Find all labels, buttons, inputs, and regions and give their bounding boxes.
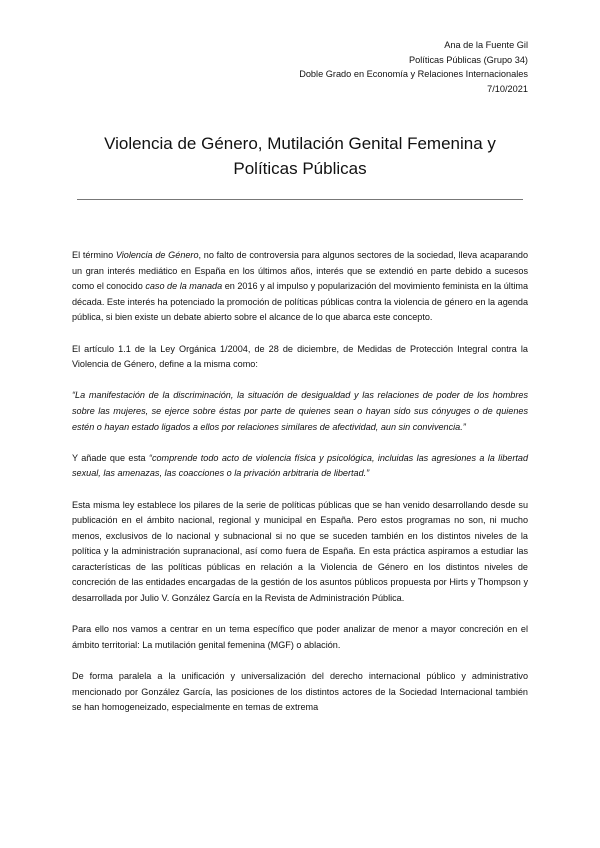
paragraph-text: Y añade que esta (72, 452, 149, 463)
paragraph-intro (72, 248, 528, 326)
title-line-1: Violencia de Género, Mutilación Genital Femenina y (104, 134, 496, 153)
title-divider (77, 199, 523, 200)
paragraph-focus-topic: Para ello nos vamos a centrar en un tema específico que poder analizar de menor a mayor concreción en el ámbito territorial: La mutilación genital femenina (MGF) o ablación. (72, 624, 528, 650)
degree-name: Doble Grado en Economía y Relaciones Internacionales (299, 69, 528, 80)
paragraph-policy-levels: Esta misma ley establece los pilares de la serie de políticas públicas que se han venido desarrollando desde su publicación en el ámbito nacional, regional y municipal en España. Pero estos programas no son, ni mucho menos, exclusivos de lo nacional y subnacional si no que se suceden también en los distintos niveles de la política y la administración supranacional, así como fuera de España. En esta práctica aspiramos a estudiar las características de las políticas públicas en relación a la Violencia de Género en los distintos niveles de concreción de las entidades encargadas de la gestión de los asuntos públicos propuesta por Hirts y Thompson y desarrollada por Julio V. González García en la Revista de Administración Pública. (72, 499, 528, 604)
paragraph-text: en 2016 y al impulso y popularización del movimiento feminista en la última década. Este interés ha potenciado la promoción de políticas públicas contra la violencia de género en la agenda pública, si bien existe un debate abierto sobre el alcance de lo que abarca este concepto. (72, 281, 529, 323)
document-body (72, 248, 528, 731)
course-name: Políticas Públicas (Grupo 34) (409, 54, 528, 65)
paragraph-law-quote: “La manifestación de la discriminación, la situación de desigualdad y las relaciones de poder de los hombres sobre las mujeres, se ejerce sobre éstas por parte de quienes sean o hayan sido sus cónyuges o de quienes estén o hayan estado ligados a ellos por relaciones similares de afectividad, aun sin convivencia.” (72, 390, 528, 432)
document-header (299, 38, 528, 96)
paragraph-text: El término (72, 250, 116, 260)
quote-text: “comprende todo acto de violencia física y psicológica, incluidas las agresiones a la libertad sexual, las amenazas, las coacciones o la privación arbitraria de libertad.” (72, 452, 528, 479)
title-line-2: Políticas Públicas (233, 158, 367, 178)
document-date: 7/10/2021 (487, 83, 528, 94)
emphasis-text: caso de la manada (145, 281, 223, 292)
document-title (72, 132, 528, 181)
author-name: Ana de la Fuente Gil (444, 40, 528, 50)
paragraph-law-article: El artículo 1.1 de la Ley Orgánica 1/2004, de 28 de diciembre, de Medidas de Protección Integral contra la Violencia de Género, define a la misma como: (72, 343, 528, 370)
paragraph-text: , no falto de controversia para algunos sectores de la sociedad, lleva acaparando un gran interés mediático en España en los últimos años, interés que se extendió en parte debido a sucesos como el conocido (72, 250, 528, 292)
emphasis-text: Violencia de Género (115, 250, 199, 260)
paragraph-law-addendum (72, 451, 528, 482)
paragraph-international: De forma paralela a la unificación y universalización del derecho internacional público y administrativo mencionado por González García, las posiciones de los distintos actores de la Sociedad Internacional también se han homogeneizado, especialmente en temas de extrema (72, 671, 528, 713)
